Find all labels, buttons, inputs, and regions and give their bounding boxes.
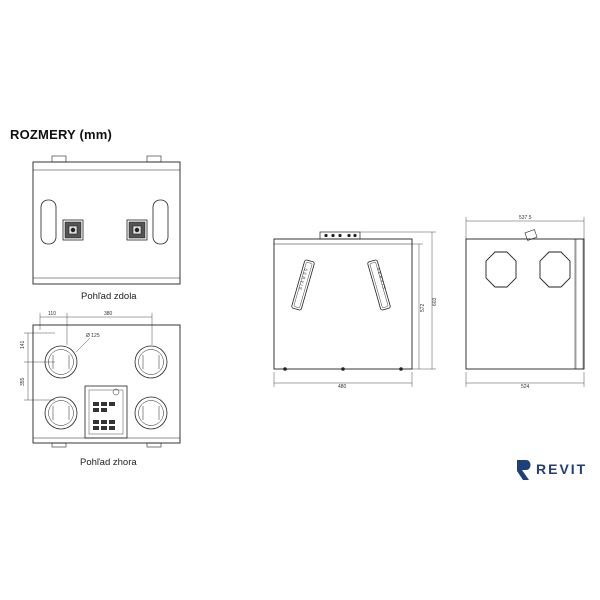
front-view xyxy=(274,232,436,387)
dim-diameter: Ø 125 xyxy=(86,333,100,339)
dim-front-height-inner: 572 xyxy=(420,303,426,312)
bottom-view-outline xyxy=(33,162,180,284)
side-spigot-left xyxy=(486,252,516,287)
side-spigot-right xyxy=(540,252,570,287)
top-view-outline xyxy=(33,325,180,443)
bottom-drain-left xyxy=(63,220,83,240)
brand-logo-mark xyxy=(514,458,534,480)
brand-logo-text: REVIT xyxy=(536,461,588,477)
top-view xyxy=(24,313,180,447)
top-view-caption: Pohľad zhora xyxy=(80,457,137,468)
front-view-outline xyxy=(274,239,412,369)
dim-left-offset: 110 xyxy=(48,311,56,317)
front-slot-right-label: SERVIS xyxy=(376,266,388,291)
page-title: ROZMERY (mm) xyxy=(10,127,113,142)
dim-front-width: 480 xyxy=(338,384,347,390)
bottom-foot-slot-right xyxy=(153,200,168,244)
bottom-foot-slot-left xyxy=(41,200,56,244)
bottom-view xyxy=(33,156,180,284)
side-view xyxy=(466,217,584,387)
top-spigot-lower-right xyxy=(135,397,167,429)
dim-side-top-width: 537.5 xyxy=(519,215,532,221)
top-spigot-upper-right xyxy=(135,346,167,378)
bottom-view-caption: Pohľad zdola xyxy=(81,291,137,302)
dim-upper-offset: 141 xyxy=(20,340,26,349)
top-control-panel xyxy=(85,386,127,438)
dim-spacing: 380 xyxy=(104,311,113,317)
front-top-connector xyxy=(320,232,360,239)
dim-side-bottom-width: 524 xyxy=(521,384,530,390)
dim-front-height-total: 603 xyxy=(432,297,438,306)
bottom-drain-right xyxy=(127,220,147,240)
dim-vertical-gap: 355 xyxy=(20,377,26,386)
brand-logo xyxy=(514,458,600,480)
side-view-outline xyxy=(466,239,584,369)
front-slot-left-label: SERVIS xyxy=(297,267,309,292)
top-spigot-lower-left xyxy=(45,397,77,429)
